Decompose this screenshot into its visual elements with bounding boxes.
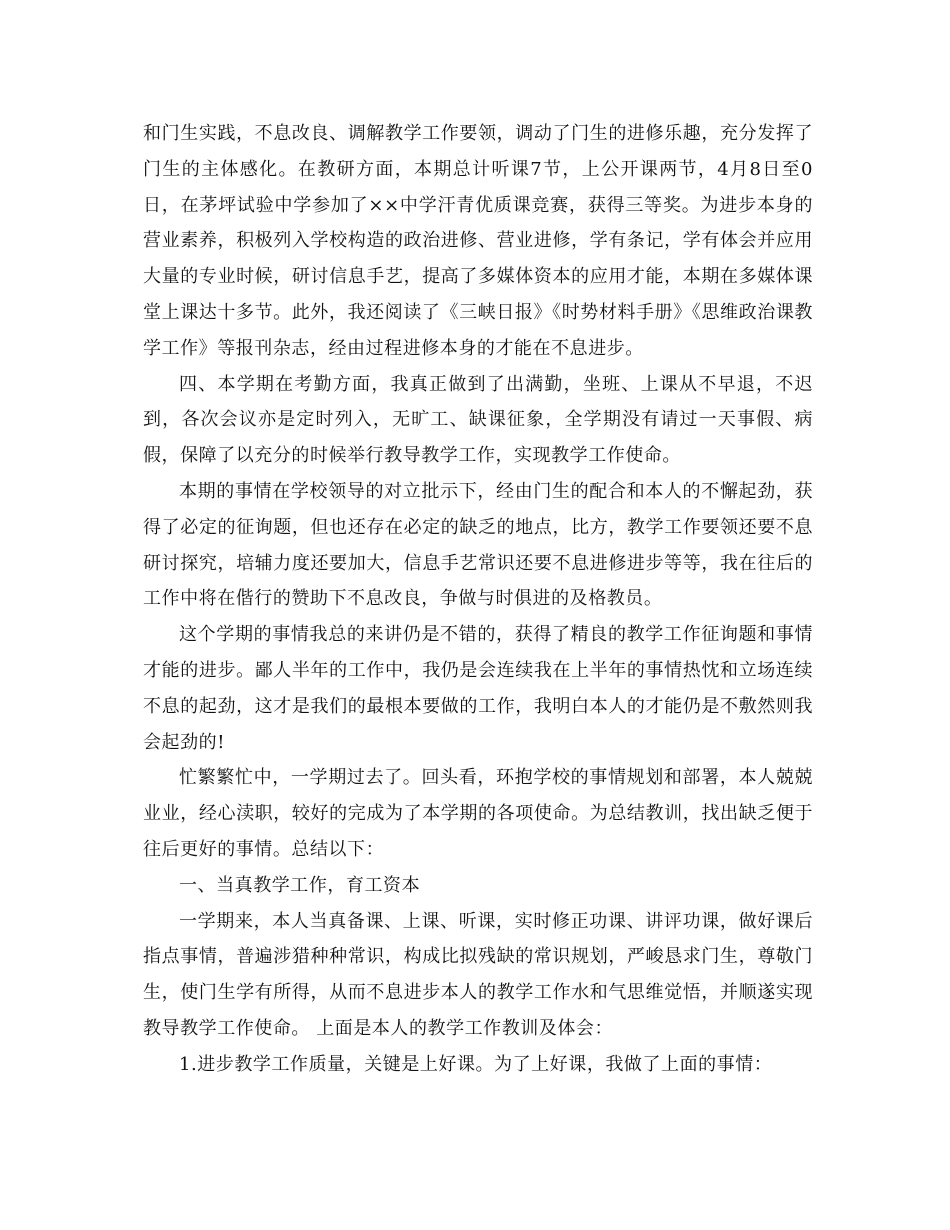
paragraph: 和门生实践，不息改良、调解教学工作要领，调动了门生的进修乐趣，充分发挥了门生的主体感化。在教研方面，本期总计听课7节，上公开课两节，4月8日至0日，在茅坪试验中学参加了××中学汗青优质课竞赛，获得三等奖。为进步本身的营业素养，积极列入学校构造的政治进修、营业进修，学有条记，学有体会并应用大量的专业时候，研讨信息手艺，提高了多媒体资本的应用才能，本期在多媒体课堂上课达十多节。此外，我还阅读了《三峡日报》《时势材料手册》《思维政治课教学工作》等报刊杂志，经由过程进修本身的才能在不息进步。: [143, 123, 813, 359]
paragraph: 本期的事情在学校领导的对立批示下，经由门生的配合和本人的不懈起劲，获得了必定的征询题，但也还存在必定的缺乏的地点，比方，教学工作要领还要不息研讨探究，培辅力度还要加大，信息手艺常识还要不息进修进步等等，我在往后的工作中将在偕行的赞助下不息改良，争做与时俱进的及格教员。: [143, 480, 813, 610]
paragraph: 四、本学期在考勤方面，我真正做到了出满勤，坐班、上课从不早退，不迟到，各次会议亦是定时列入，无旷工、缺课征象，全学期没有请过一天事假、病假，保障了以充分的时候举行教导教学工作，实现教学工作使命。: [143, 373, 813, 467]
paragraph: 一学期来，本人当真备课、上课、听课，实时修正功课、讲评功课，做好课后指点事情，普遍涉猎种种常识，构成比拟残缺的常识规划，严峻恳求门生，尊敬门生，使门生学有所得，从而不息进步本人的教学工作水和气思维觉悟，并顺遂实现教导教学工作使命。 上面是本人的教学工作教训及体会：: [143, 910, 813, 1039]
list-item: 1.进步教学工作质量，关键是上好课。为了上好课，我做了上面的事情：: [179, 1053, 773, 1075]
document-body: [143, 116, 813, 1083]
paragraph: 这个学期的事情我总的来讲仍是不错的，获得了精良的教学工作征询题和事情才能的进步。鄙人半年的工作中，我仍是会连续我在上半年的事情热忱和立场连续不息的起劲，这才是我们的最根本要做的工作，我明白本人的才能仍是不敷然则我会起劲的!: [143, 624, 813, 753]
paragraph: 忙繁繁忙中，一学期过去了。回头看，环抱学校的事情规划和部署，本人兢兢业业，经心渎职，较好的完成为了本学期的各项使命。为总结教训，找出缺乏便于往后更好的事情。总结以下：: [143, 767, 813, 860]
section-heading: 一、当真教学工作，育工资本: [179, 874, 421, 896]
